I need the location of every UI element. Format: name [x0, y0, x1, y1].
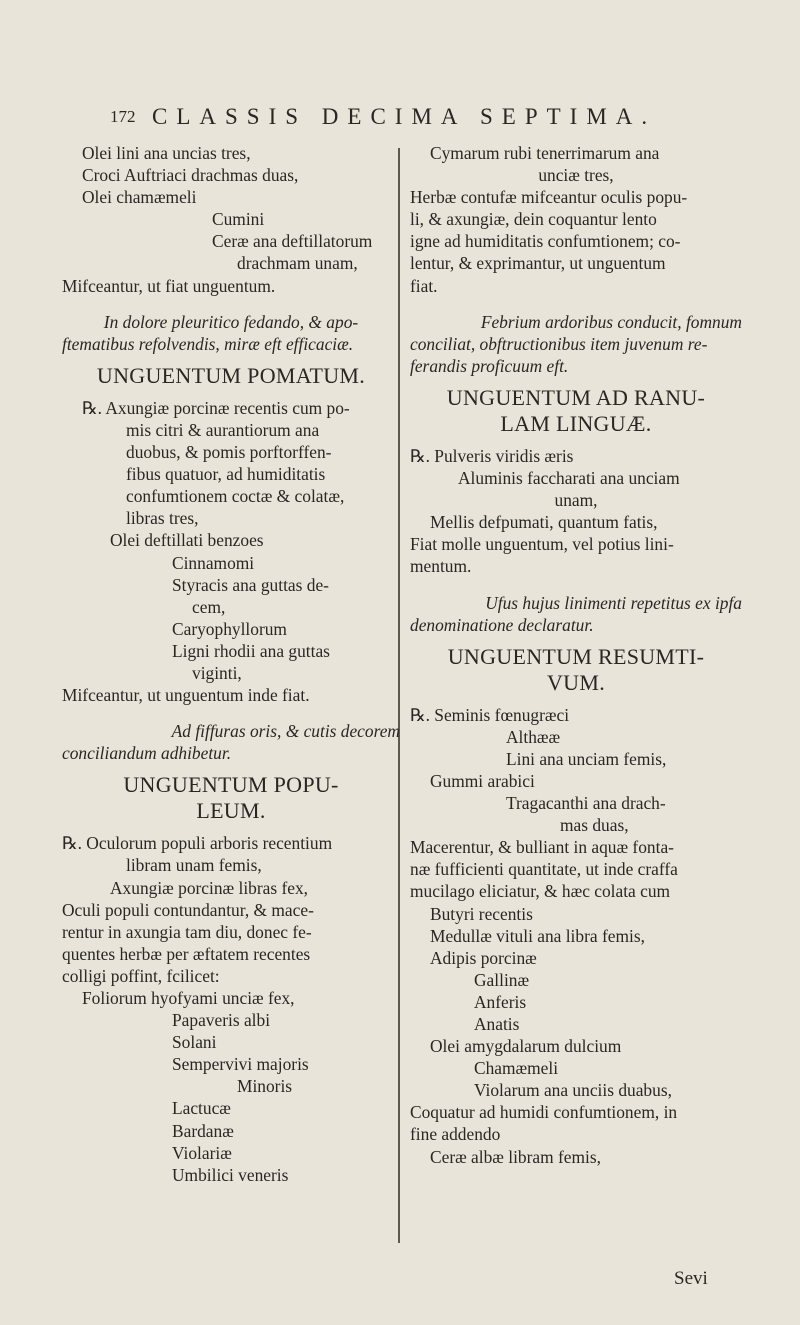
text-line: Ceræ ana deftillatorum — [212, 231, 373, 252]
text-line: ftematibus refolvendis, miræ eft efficaciæ. — [62, 333, 354, 354]
section-heading: LEUM. — [196, 798, 266, 824]
text-line: ℞. Oculorum populi arboris recentium — [62, 833, 333, 854]
text-line: libras tres, — [126, 508, 199, 529]
text-line: Bardanæ — [172, 1120, 234, 1141]
text-line: Lini ana unciam femis, — [506, 748, 667, 769]
text-line: ℞. Seminis fœnugræci — [410, 704, 570, 725]
line-spacer — [62, 355, 400, 363]
text-line: libram unam femis, — [126, 855, 262, 876]
text-line: Cumini — [212, 209, 265, 230]
text-line: Olei lini ana uncias tres, — [82, 143, 251, 163]
line-spacer — [62, 389, 400, 397]
line-spacer — [62, 706, 400, 720]
text-line: ℞. Axungiæ porcinæ recentis cum po- — [82, 397, 350, 418]
text-line: Sempervivi majoris — [172, 1054, 309, 1075]
text-line: Mellis defpumati, quantum fatis, — [430, 512, 658, 533]
text-line: Anatis — [474, 1014, 520, 1034]
text-line: fibus quatuor, ad humiditatis — [126, 464, 326, 485]
text-line: mis citri & aurantiorum ana — [126, 419, 320, 440]
text-line: Ceræ albæ libram femis, — [430, 1146, 601, 1167]
text-line: Ad fiffuras oris, & cutis decorem — [171, 721, 400, 742]
text-line: fiat. — [410, 275, 438, 296]
text-line: igne ad humiditatis confumtionem; co- — [410, 231, 681, 252]
text-line: drachmam unam, — [237, 253, 358, 274]
text-line: Caryophyllorum — [172, 618, 287, 639]
text-line: Cinnamomi — [172, 552, 255, 573]
section-heading: VUM. — [546, 669, 606, 695]
text-line: Solani — [172, 1032, 217, 1053]
line-spacer — [410, 636, 742, 644]
left-column — [62, 142, 400, 1186]
page-header — [110, 104, 760, 138]
right-column — [410, 142, 742, 1168]
section-heading: LAM LINGUÆ. — [500, 410, 652, 436]
text-line: Umbilici veneris — [172, 1164, 289, 1185]
text-line: Violarum ana unciis duabus, — [474, 1080, 672, 1101]
line-spacer — [410, 437, 742, 445]
section-heading: UNGUENTUM AD RANU- — [446, 384, 706, 410]
text-line: Foliorum hyofyami unciæ fex, — [82, 988, 295, 1008]
text-line: quentes herbæ per æftatem recentes — [62, 943, 311, 964]
text-line: Minoris — [237, 1076, 293, 1097]
page-number: 172 — [110, 107, 136, 126]
text-line: fine addendo — [410, 1124, 501, 1145]
text-line: mentum. — [410, 556, 472, 577]
text-line: Lactucæ — [172, 1098, 231, 1119]
text-line: Axungiæ porcinæ libras fex, — [110, 877, 309, 898]
line-spacer — [62, 824, 400, 832]
line-spacer — [410, 297, 742, 311]
text-line: colligi poffint, fcilicet: — [62, 965, 220, 986]
text-line: cem, — [192, 596, 226, 617]
text-line: Herbæ contufæ mifceantur oculis popu- — [410, 187, 688, 208]
line-spacer — [62, 297, 400, 311]
text-line: Tragacanthi ana drach- — [506, 793, 666, 814]
text-line: Cymarum rubi tenerrimarum ana — [430, 143, 660, 163]
text-line: unam, — [554, 490, 598, 511]
text-line: rentur in axungia tam diu, donec fe- — [62, 921, 312, 942]
text-line: Aluminis faccharati ana unciam — [458, 468, 680, 489]
text-line: ferandis proficuum eft. — [410, 355, 569, 376]
text-line: Violariæ — [172, 1142, 232, 1163]
running-title: CLASSIS DECIMA SEPTIMA. — [152, 104, 657, 129]
text-line: confumtionem coctæ & colatæ, — [126, 486, 345, 507]
text-line: Mifceantur, ut fiat unguentum. — [62, 275, 276, 296]
text-line: Butyri recentis — [430, 903, 533, 924]
text-line: Adipis porcinæ — [430, 947, 537, 968]
text-line: conciliat, obftructionibus item juvenum re- — [410, 333, 708, 354]
text-line: Mifceantur, ut unguentum inde fiat. — [62, 685, 310, 706]
text-line: Olei deftillati benzoes — [110, 530, 264, 551]
text-line: Styracis ana guttas de- — [172, 574, 329, 595]
text-line: Croci Auftriaci drachmas duas, — [82, 165, 299, 186]
text-line: Febrium ardoribus conducit, fomnum — [480, 311, 742, 332]
text-line: conciliandum adhibetur. — [62, 743, 232, 764]
text-line: Olei amygdalarum dulcium — [430, 1036, 622, 1057]
text-line: Fiat molle unguentum, vel potius lini- — [410, 534, 674, 555]
line-spacer — [410, 578, 742, 592]
text-line: Oculi populi contundantur, & mace- — [62, 899, 314, 920]
text-line: viginti, — [192, 662, 242, 683]
text-line: Macerentur, & bulliant in aquæ fonta- — [410, 837, 674, 858]
section-heading: UNGUENTUM POMATUM. — [96, 362, 366, 388]
text-line: Medullæ vituli ana libra femis, — [430, 925, 645, 946]
text-line: In dolore pleuritico fedando, & apo- — [103, 311, 359, 332]
text-line: Coquatur ad humidi confumtionem, in — [410, 1102, 678, 1123]
text-line: Chamæmeli — [474, 1058, 559, 1079]
text-line: duobus, & pomis porftorffen- — [126, 442, 332, 463]
text-line: mas duas, — [560, 815, 629, 836]
text-line: Papaveris albi — [172, 1010, 271, 1031]
line-spacer — [410, 696, 742, 704]
text-line: ℞. Pulveris viridis æris — [410, 445, 574, 466]
text-line: Ufus hujus linimenti repetitus ex ipfa — [485, 592, 742, 613]
line-spacer — [62, 764, 400, 772]
text-line: Gallinæ — [474, 969, 530, 990]
text-line: næ fufficienti quantitate, ut inde craffa — [410, 859, 678, 880]
text-line: lentur, & exprimantur, ut unguentum — [410, 253, 666, 274]
catchword: Sevi — [674, 1268, 708, 1289]
text-line: mucilago eliciatur, & hæc colata cum — [410, 881, 671, 902]
section-heading: UNGUENTUM POPU- — [123, 772, 339, 798]
text-line: denominatione declaratur. — [410, 614, 594, 635]
text-line: Althææ — [506, 726, 561, 747]
text-line: Ligni rhodii ana guttas — [172, 640, 330, 661]
line-spacer — [410, 377, 742, 385]
text-line: li, & axungiæ, dein coquantur lento — [410, 209, 657, 230]
section-heading: UNGUENTUM RESUMTI- — [447, 643, 705, 669]
text-line: Anferis — [474, 991, 527, 1012]
text-line: Gummi arabici — [430, 770, 535, 791]
text-line: unciæ tres, — [538, 165, 614, 186]
text-line: Olei chamæmeli — [82, 187, 197, 208]
